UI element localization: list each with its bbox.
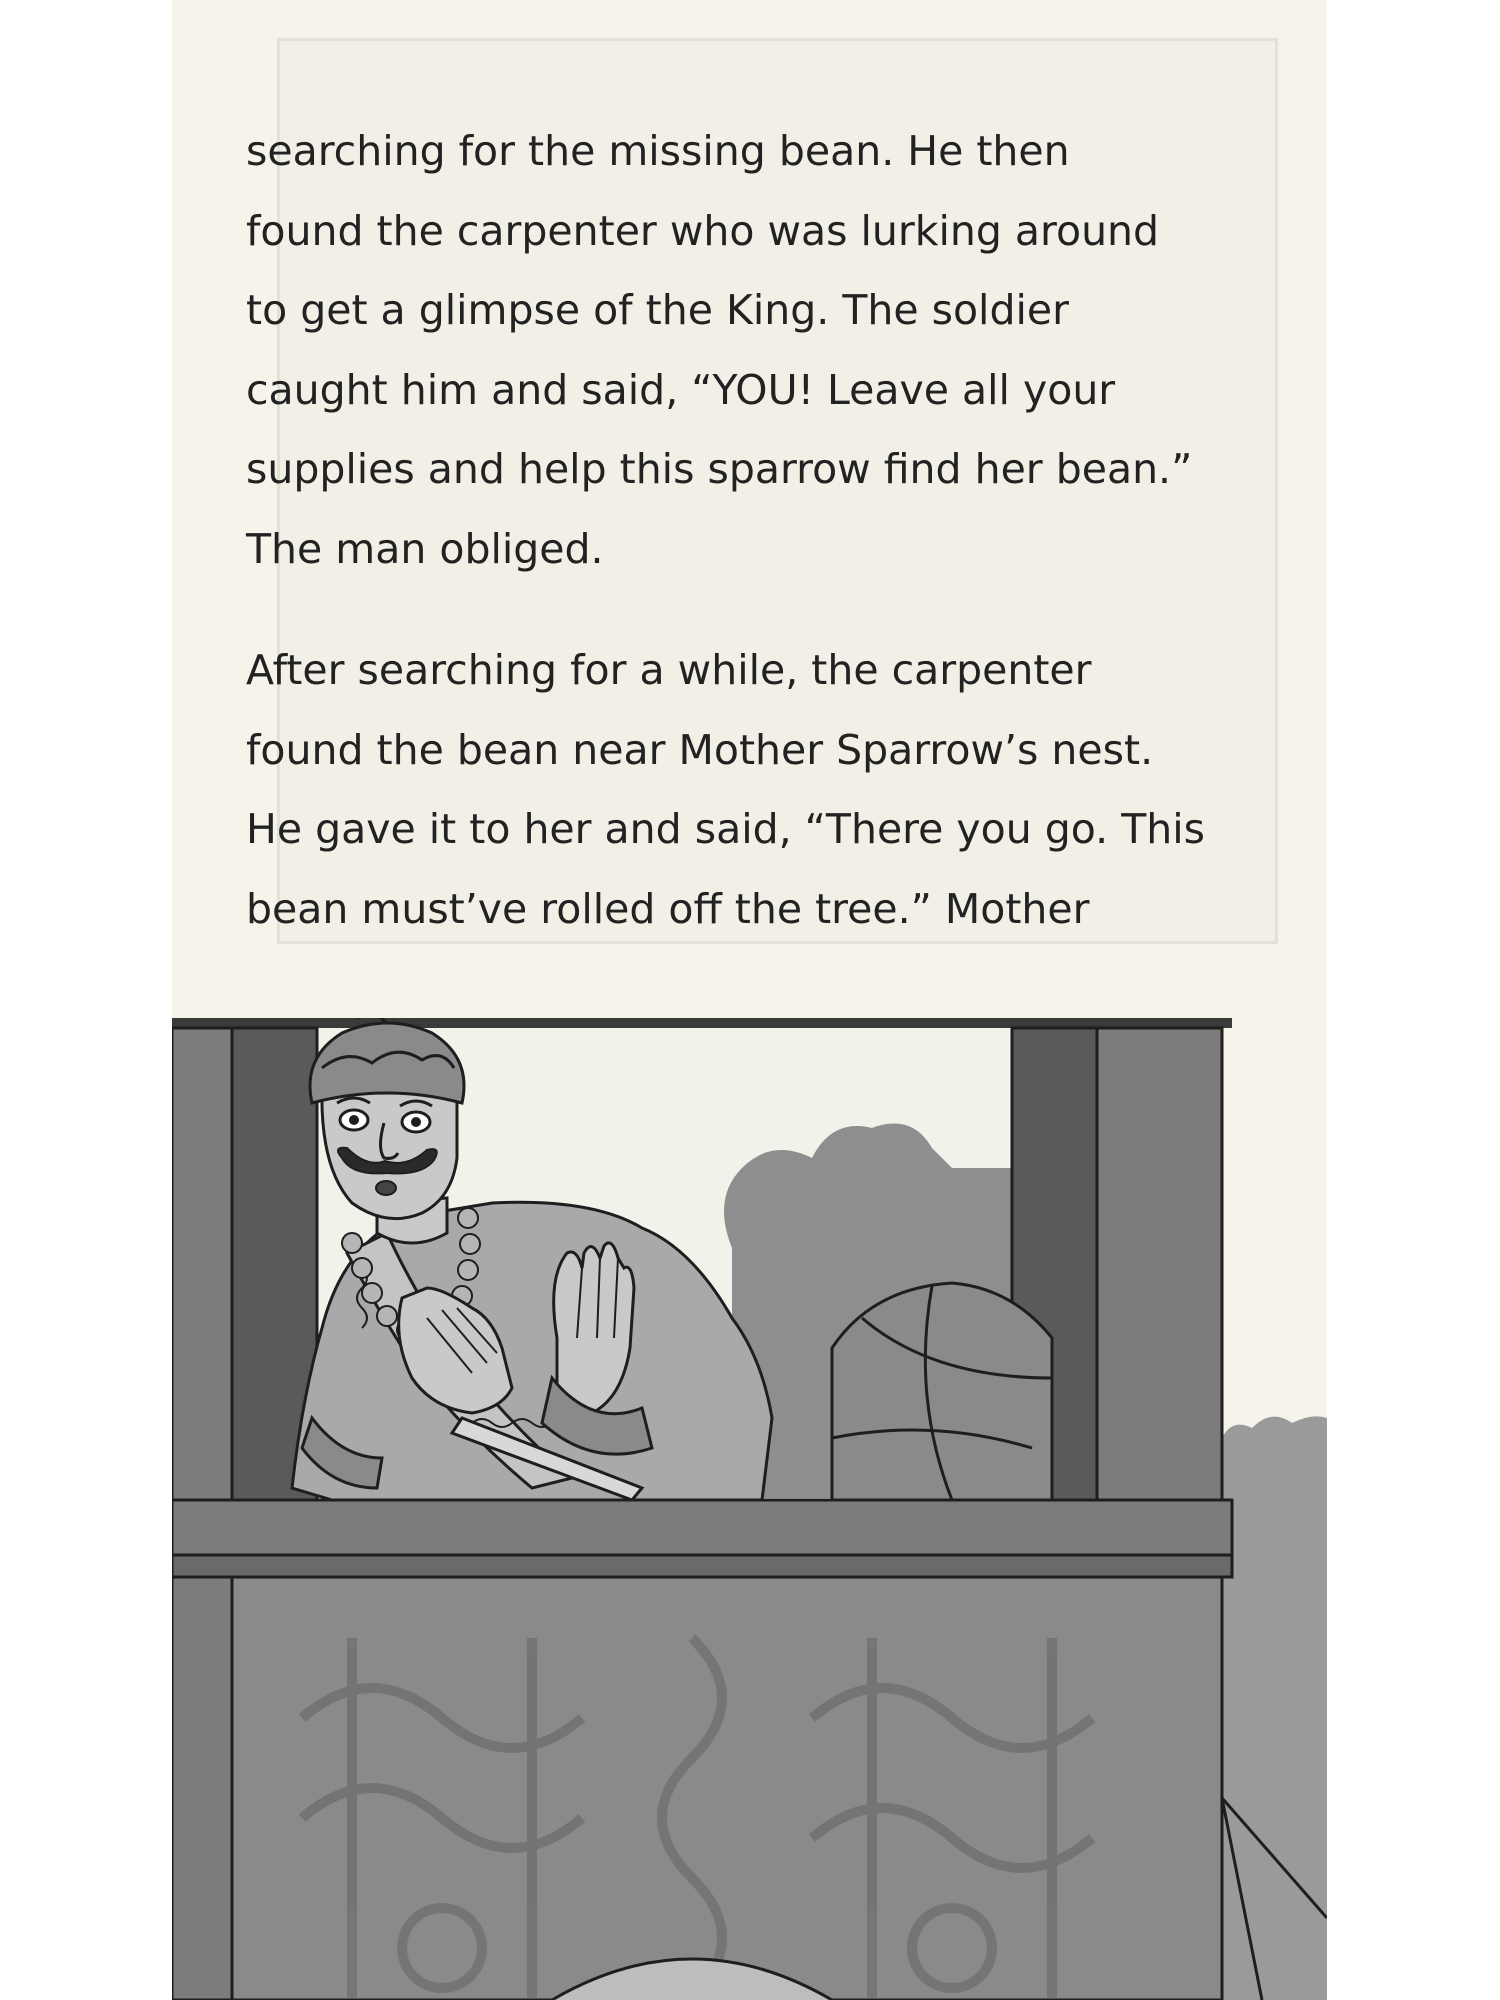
basket bbox=[832, 1283, 1052, 1500]
text-line: bean must’ve rolled off the tree.” Mother bbox=[246, 884, 1090, 933]
paragraph-1 bbox=[246, 112, 1306, 589]
paragraph-2 bbox=[246, 631, 1306, 949]
book-page bbox=[172, 0, 1327, 2000]
frame-right-post bbox=[1097, 1028, 1222, 1500]
text-line: searching for the missing bean. He then bbox=[246, 127, 1070, 175]
soldier-illustration bbox=[172, 1018, 1327, 2000]
text-line: He gave it to her and said, “There you go. This bbox=[246, 805, 1205, 853]
text-line: caught him and said, “YOU! Leave all your bbox=[246, 365, 1116, 414]
text-line: After searching for a while, the carpenter bbox=[246, 646, 1092, 694]
text-line: found the bean near Mother Sparrow’s nest. bbox=[246, 725, 1154, 774]
text-line: The man obliged. bbox=[246, 524, 604, 573]
text-line: found the carpenter who was lurking around bbox=[246, 206, 1160, 255]
text-line: to get a glimpse of the King. The soldier bbox=[246, 286, 1069, 334]
window-sill bbox=[172, 1500, 1232, 1555]
right-wall bbox=[1222, 1416, 1327, 2000]
text-line: supplies and help this sparrow find her bean.” bbox=[246, 445, 1193, 493]
story-text bbox=[246, 112, 1306, 949]
